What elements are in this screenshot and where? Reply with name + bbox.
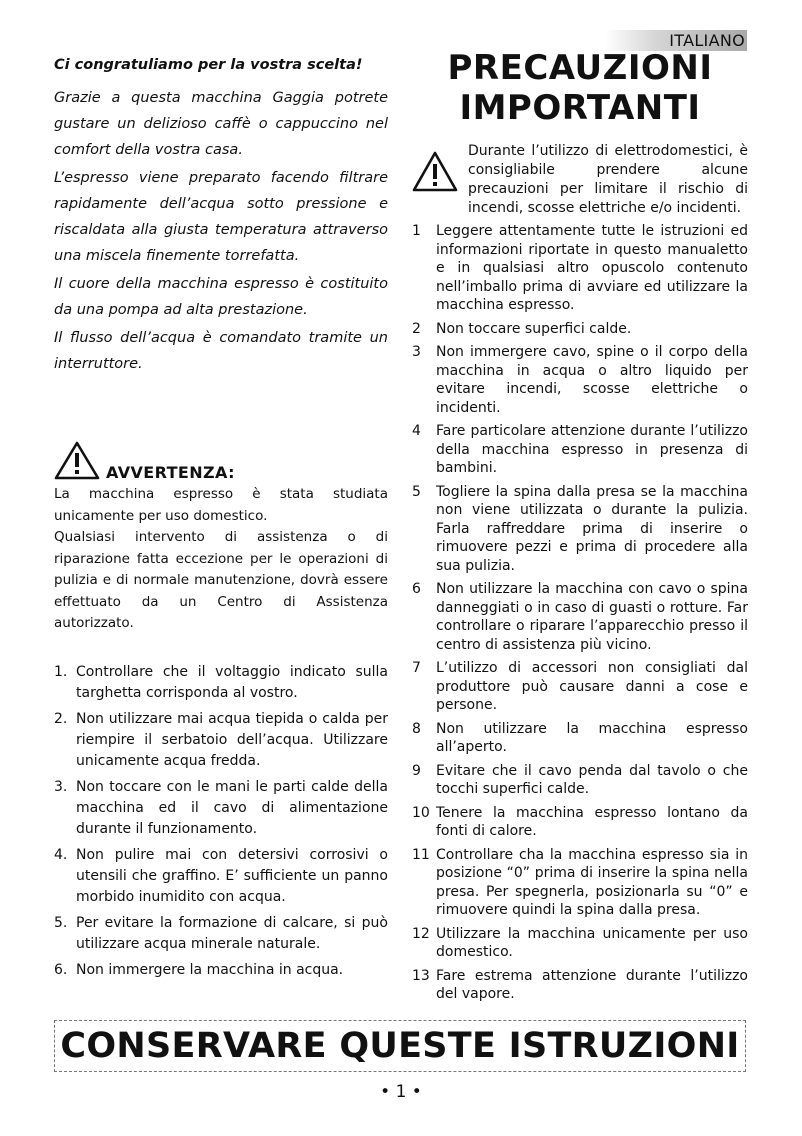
list-text: Controllare cha la macchina espresso sia in posizione “0” prima di inserire la spina nella presa. Per spegnerla, posizionarla su “0” e rimuovere quindi la spina dalla presa.	[436, 846, 748, 918]
list-item	[412, 720, 748, 757]
list-number: 4	[412, 423, 421, 439]
precautions-section	[412, 48, 748, 1009]
intro-paragraph: Il flusso dell’acqua è comandato tramite un interruttore.	[54, 330, 388, 372]
list-text: Tenere la macchina espresso lontano da fonti di calore.	[436, 804, 748, 839]
list-item	[412, 422, 748, 478]
precautions-title-line1: PRECAUZIONI	[447, 48, 713, 88]
list-number: 12	[412, 925, 430, 942]
list-number: 2	[412, 320, 421, 337]
list-text: Non pulire mai con detersivi corrosivi o utensili che graffino. E’ sufficiente un panno morbido inumidito con acqua.	[76, 847, 388, 905]
list-item	[54, 960, 388, 981]
list-number: 5.	[54, 915, 68, 931]
list-text: Utilizzare la macchina unicamente per uso domestico.	[436, 925, 748, 960]
list-text: Togliere la spina dalla presa se la macchina non viene utilizzata o durante la pulizia. Farla raffreddare prima di inserire o rimuovere pezzi e prima di procedere alla sua pulizia.	[436, 483, 748, 574]
list-item	[412, 925, 748, 962]
list-item	[412, 967, 748, 1004]
caution-text: Durante l’utilizzo di elettrodomestici, è consigliabile prendere alcune precauzioni per limitare il rischio di incendi, scosse elettriche e/o incidenti.	[468, 143, 748, 216]
list-number: 3	[412, 344, 421, 360]
intro-paragraph: Grazie a questa macchina Gaggia potrete gustare un delizioso caffè o cappuccino nel comfort della vostra casa.	[54, 90, 388, 158]
list-text: L’utilizzo di accessori non consigliati dal produttore può causare danni a cose e persone.	[436, 660, 748, 713]
list-text: Non utilizzare mai acqua tiepida o calda per riempire il serbatoio dell’acqua. Utilizzare unicamente acqua fredda.	[76, 711, 388, 769]
warning-paragraph: Qualsiasi intervento di assistenza o di riparazione fatta eccezione per le operazioni di pulizia e di normale manutenzione, dovrà essere effettuato da un Centro di Assistenza autorizzato.	[54, 529, 388, 631]
list-text: Non utilizzare la macchina con cavo o spina danneggiati o in caso di guasti o rotture. Far controllare o riparare l’apparecchio presso il centro di assistenza più vicino.	[436, 581, 748, 653]
list-item	[412, 343, 748, 417]
list-text: Evitare che il cavo penda dal tavolo o che tocchi superfici calde.	[436, 762, 748, 797]
list-item	[54, 662, 388, 704]
page-number: • 1 •	[380, 1082, 422, 1102]
list-text: Non toccare superfici calde.	[436, 320, 632, 337]
intro-section	[54, 55, 388, 379]
list-number: 5	[412, 483, 421, 500]
list-text: Fare particolare attenzione durante l’utilizzo della macchina espresso in presenza di bambini.	[436, 423, 748, 476]
usage-list	[54, 662, 388, 986]
warning-section	[54, 438, 388, 635]
warning-paragraph: La macchina espresso è stata studiata unicamente per uso domestico.	[54, 486, 388, 524]
list-number: 11	[412, 846, 430, 863]
list-text: Controllare che il voltaggio indicato sulla targhetta corrisponda al vostro.	[76, 664, 388, 701]
list-text: Non utilizzare la macchina espresso all’aperto.	[436, 720, 748, 755]
caution-block	[412, 142, 748, 218]
list-number: 13	[412, 967, 430, 984]
list-item	[412, 804, 748, 841]
list-text: Non immergere la macchina in acqua.	[76, 962, 344, 978]
list-text: Per evitare la formazione di calcare, si può utilizzare acqua minerale naturale.	[76, 915, 388, 952]
list-item	[54, 709, 388, 772]
precautions-list	[412, 222, 748, 1004]
list-item	[412, 846, 748, 920]
warning-triangle-icon	[54, 440, 100, 484]
list-number: 10	[412, 804, 430, 821]
list-number: 2.	[54, 711, 68, 727]
list-item	[412, 483, 748, 576]
list-number: 8	[412, 720, 421, 737]
intro-title: Ci congratuliamo per la vostra scelta!	[54, 57, 363, 73]
list-text: Fare estrema attenzione durante l’utilizzo del vapore.	[436, 967, 748, 1002]
list-item	[412, 320, 748, 339]
list-number: 6.	[54, 962, 68, 978]
list-text: Leggere attentamente tutte le istruzioni ed informazioni riportate in questo manualetto e in qualsiasi altro opuscolo contenuto nell’imballo prima di avviare ed utilizzare la macchina espresso.	[436, 223, 748, 313]
list-text: Non immergere cavo, spine o il corpo della macchina in acqua o altro liquido per evitare incendi, scosse elettriche o incidenti.	[436, 344, 748, 416]
list-item	[54, 777, 388, 840]
list-item	[412, 580, 748, 654]
banner-text: CONSERVARE QUESTE ISTRUZIONI	[60, 1026, 740, 1066]
warning-triangle-icon	[412, 142, 468, 218]
list-number: 9	[412, 762, 421, 779]
list-number: 1	[412, 223, 421, 239]
list-number: 1.	[54, 664, 68, 680]
list-item	[54, 913, 388, 955]
list-text: Non toccare con le mani le parti calde della macchina ed il cavo di alimentazione durante il funzionamento.	[76, 779, 388, 837]
intro-paragraph: Il cuore della macchina espresso è costituito da una pompa ad alta prestazione.	[54, 276, 388, 318]
precautions-title-line2: IMPORTANTI	[459, 88, 701, 128]
language-label: ITALIANO	[669, 31, 745, 50]
list-item	[412, 222, 748, 315]
list-number: 7	[412, 660, 421, 676]
list-number: 4.	[54, 847, 68, 863]
list-number: 3.	[54, 779, 68, 795]
list-number: 6	[412, 581, 421, 597]
list-item	[412, 659, 748, 715]
list-item	[54, 845, 388, 908]
list-item	[412, 762, 748, 799]
keep-instructions-banner	[54, 1020, 746, 1072]
intro-paragraph: L’espresso viene preparato facendo filtrare rapidamente dell’acqua sotto pressione e riscaldata alla giusta temperatura attraverso una miscela finemente torrefatta.	[54, 170, 388, 264]
warning-title: AVVERTENZA:	[106, 463, 235, 482]
